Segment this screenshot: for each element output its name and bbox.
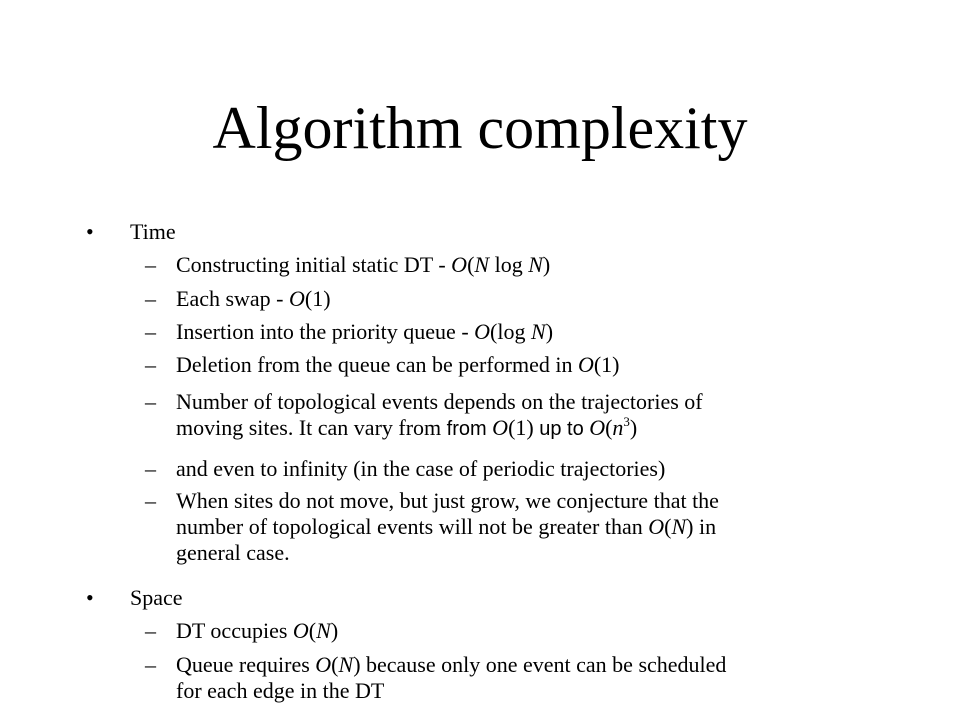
time-item-insertion: – Insertion into the priority queue - O(log N) [145,319,554,344]
time-item-grow-conjecture: – When sites do not move, but just grow, we conjecture that the number of topological events will not be greater than O(N) in general case. [145,488,719,565]
bullet-marker: • [86,585,94,610]
bullet-space [86,585,183,611]
dash-marker: – [145,456,156,481]
dash-marker: – [145,352,156,377]
space-item-dt: – DT occupies O(N) [145,618,339,643]
time-heading: Time [130,219,176,244]
time-item-deletion: – Deletion from the queue can be performed in O(1) [145,352,620,377]
space-item-queue: – Queue requires O(N) because only one event can be scheduled for each edge in the DT [145,652,727,703]
dash-marker: – [145,286,156,311]
time-item-infinity: – and even to infinity (in the case of periodic trajectories) [145,456,666,481]
time-item-constructing: – Constructing initial static DT - O(N log N) [145,252,551,277]
slide-title: Algorithm complexity [212,95,748,161]
time-item-swap: – Each swap - O(1) [145,286,331,311]
dash-marker: – [145,389,156,414]
dash-marker: – [145,252,156,277]
dash-marker: – [145,488,156,513]
time-item-topological-events: – Number of topological events depends on the trajectories of moving sites. It can vary from from O(1) up to $O(n^3)$ [145,389,703,440]
dash-marker: – [145,618,156,643]
space-heading: Space [130,585,183,610]
bullet-marker: • [86,219,94,244]
dash-marker: – [145,319,156,344]
bullet-time [86,219,176,245]
dash-marker: – [145,652,156,677]
